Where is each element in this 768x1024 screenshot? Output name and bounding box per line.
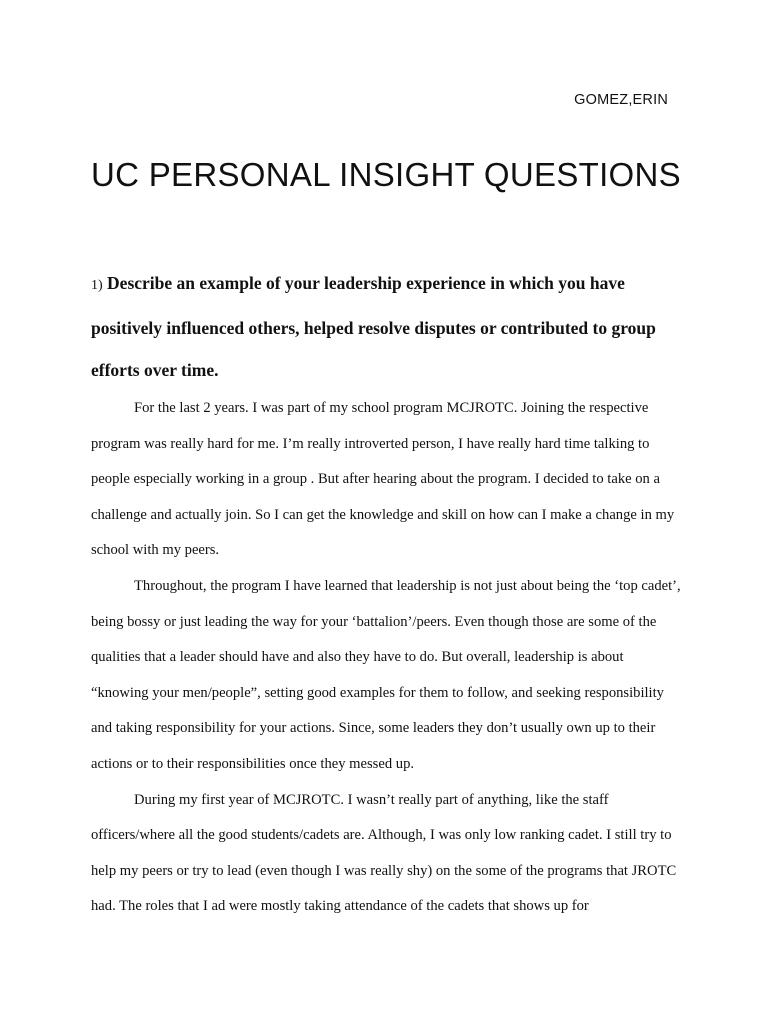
question-heading [91,262,681,391]
author-name: GOMEZ,ERIN [574,92,668,108]
essay-paragraph: During my first year of MCJROTC. I wasn’t really part of anything, like the staff officers/where all the good students/cadets are. Although, I was only low ranking cadet. I still try to help my peers or try to lead (even though I was really shy) on the some of the programs that JROTC had. The roles that I ad were mostly taking attendance of the cadets that shows up for [91,791,677,915]
essay-paragraph: For the last 2 years. I was part of my school program MCJROTC. Joining the respective program was really hard for me. I’m really introverted person, I have really hard time talking to people especially working in a group . But after hearing about the program. I decided to take on a challenge and actually join. So I can get the knowledge and skill on how can I make a change in my school with my peers. [91,400,675,559]
page-title: UC PERSONAL INSIGHT QUESTIONS [91,156,681,193]
question-text: Describe an example of your leadership experience in which you have positively influenced others, helped resolve disputes or contributed to group efforts over time. [91,273,656,380]
essay-paragraph: Throughout, the program I have learned that leadership is not just about being the ‘top cadet’, being bossy or just leading the way for your ‘battalion’/peers. Even though those are some of the qualities that a leader should have and also they have to do. But overall, leadership is about “knowing your men/people”, setting good examples for them to follow, and seeking responsibility and taking responsibility for your actions. Since, some leaders they don’t usually own up to their actions or to their responsibilities once they messed up. [91,577,681,772]
essay-body [91,391,681,925]
question-number: 1) [91,278,103,293]
